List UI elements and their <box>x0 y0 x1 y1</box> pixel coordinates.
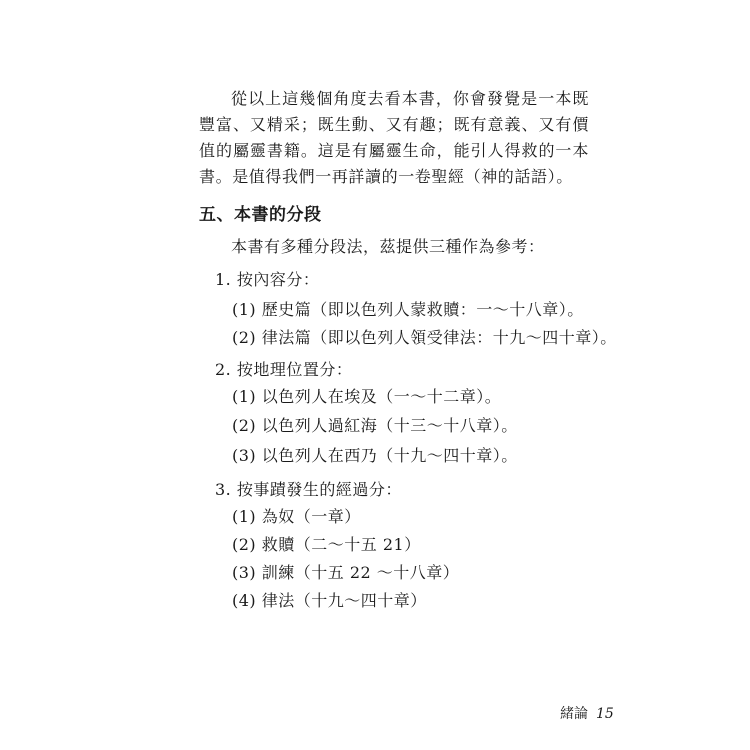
chapter-name: 緒論 <box>560 706 588 722</box>
list-item: (3) 訓練（十五 22 ～十八章） <box>232 563 460 582</box>
list-item: (1) 以色列人在埃及（一～十二章）。 <box>232 387 502 406</box>
list-item: (2) 以色列人過紅海（十三～十八章）。 <box>232 416 518 435</box>
list-item: (2) 律法篇（即以色列人領受律法：十九～四十章）。 <box>232 328 617 347</box>
list-item: (1) 為奴（一章） <box>232 507 361 526</box>
intro-text: 本書有多種分段法，茲提供三種作為參考： <box>231 237 545 256</box>
method-title: 1. 按內容分： <box>215 270 320 289</box>
section-heading: 五、本書的分段 <box>199 205 322 225</box>
list-item: (4) 律法（十九～四十章） <box>232 591 427 610</box>
method-title: 3. 按事蹟發生的經過分： <box>215 480 402 499</box>
list-item: (3) 以色列人在西乃（十九～四十章）。 <box>232 446 518 465</box>
page-number: 15 <box>596 706 614 722</box>
list-item: (1) 歷史篇（即以色列人蒙救贖：一～十八章）。 <box>232 300 584 319</box>
list-item: (2) 救贖（二～十五 21） <box>232 535 421 554</box>
method-title: 2. 按地理位置分： <box>215 360 353 379</box>
body-paragraph: 從以上這幾個角度去看本書，你會發覺是一本既豐富、又精采；既生動、又有趣；既有意義、又有價值的屬靈書籍。這是有屬靈生命，能引人得救的一本書。是值得我們一再詳讀的一卷聖經（神的話語）。 <box>199 89 589 186</box>
page-footer <box>560 703 614 723</box>
